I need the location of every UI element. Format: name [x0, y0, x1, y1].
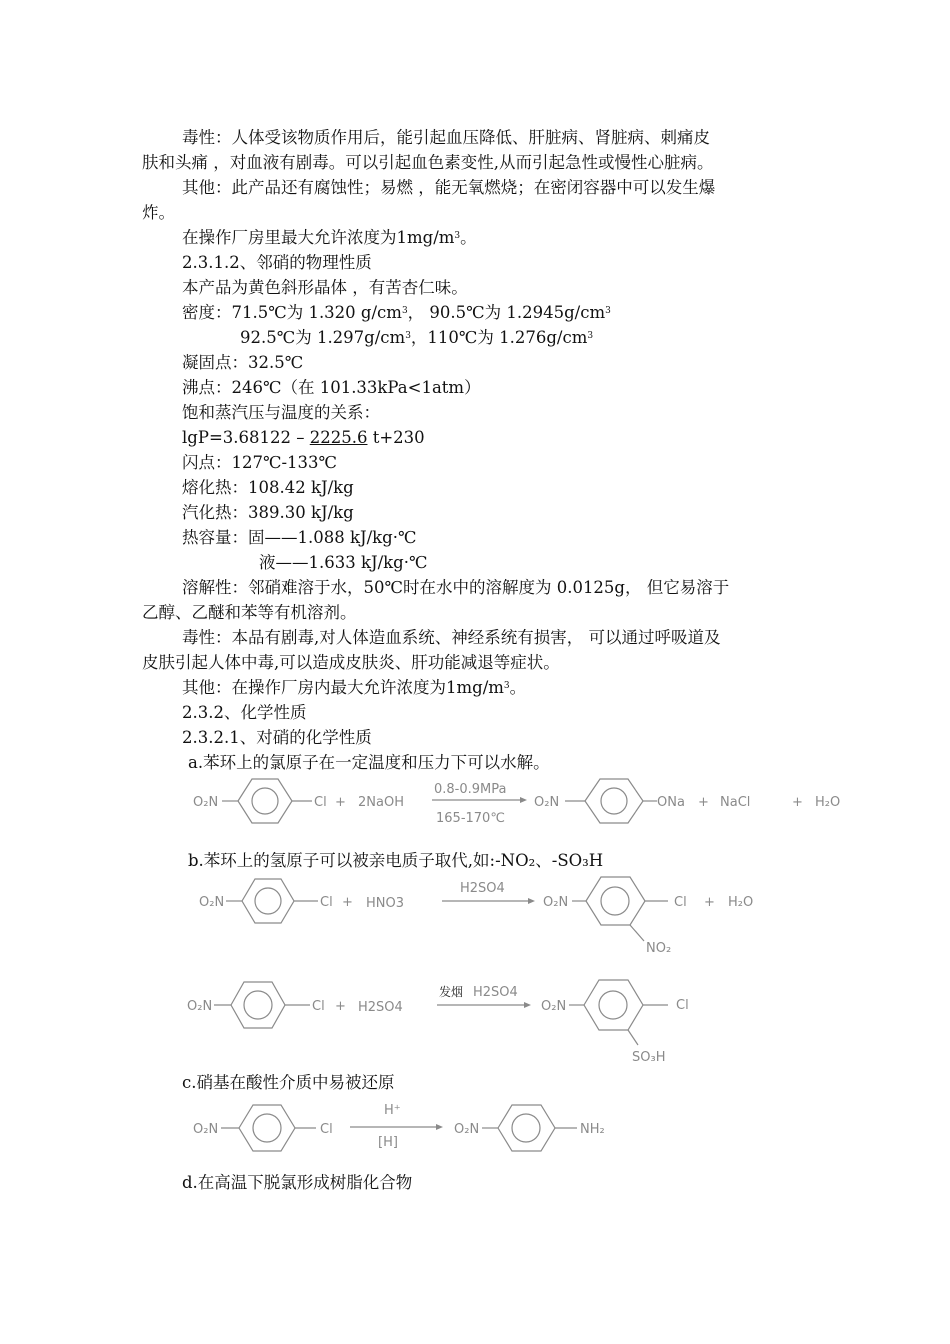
vapor-pressure-equation: lgP=3.68122 – 2225.6 t+230 — [182, 428, 425, 447]
chloro-label: Cl — [320, 1122, 333, 1137]
boiling-point: 沸点：246℃（在 101.33kPa<1atm） — [182, 378, 481, 397]
benzene-ring-icon — [498, 1105, 555, 1151]
solubility-line-1: 溶解性：邻硝难溶于水，50℃时在水中的溶解度为 0.0125g， 但它易溶于 — [182, 578, 730, 597]
benzene-ring-icon — [584, 980, 643, 1030]
chloro-label: Cl — [320, 895, 333, 910]
reaction-reduction — [0, 1098, 950, 1158]
chloro-label: Cl — [312, 999, 325, 1014]
heat-capacity-liquid: 液——1.633 kJ/kg·℃ — [259, 553, 428, 572]
reagent-label: H2SO4 — [358, 1000, 403, 1015]
heat-capacity-solid: 热容量：固——1.088 kJ/kg·℃ — [182, 528, 417, 547]
benzene-ring-icon — [239, 1105, 295, 1151]
fuming-label: 发烟 — [439, 985, 464, 999]
condition-temperature: 165-170℃ — [436, 811, 505, 826]
vapor-pressure-title: 饱和蒸汽压与温度的关系： — [182, 403, 380, 422]
other-line-2: 炸。 — [142, 203, 175, 222]
nitro-group-label: O₂N — [193, 1122, 219, 1137]
flash-point: 闪点：127℃-133℃ — [182, 453, 337, 472]
condition-pressure: 0.8-0.9MPa — [434, 782, 507, 797]
water-label: H₂O — [728, 895, 754, 910]
reaction-hydrolysis — [0, 775, 950, 835]
heat-of-fusion: 熔化热：108.42 kJ/kg — [182, 478, 354, 497]
nitro-group-label: O₂N — [534, 795, 560, 810]
water-label: H₂O — [815, 795, 841, 810]
reducing-condition-label: [H] — [378, 1135, 398, 1150]
section-heading-2312: 2.3.1.2、邻硝的物理性质 — [182, 253, 372, 272]
nacl-label: NaCl — [720, 795, 751, 810]
plus-sign: + — [792, 795, 803, 810]
chloro-label: Cl — [674, 895, 687, 910]
nitro-substituent-label: NO₂ — [646, 941, 672, 956]
chloro-label: Cl — [676, 998, 689, 1013]
amino-group-label: NH₂ — [580, 1122, 605, 1137]
benzene-ring-icon — [586, 877, 645, 925]
reagent-label: HNO3 — [366, 896, 405, 911]
reaction-arrow-icon — [437, 1002, 531, 1008]
toxicity2-line-2: 皮肤引起人体中毒,可以造成皮肤炎、肝功能减退等症状。 — [142, 653, 560, 672]
reagent-label: 2NaOH — [358, 795, 404, 810]
catalyst-label: H2SO4 — [473, 985, 518, 1000]
benzene-ring-icon — [585, 779, 643, 823]
plus-sign: + — [335, 795, 346, 810]
benzene-ring-icon — [238, 779, 292, 823]
freezing-point: 凝固点：32.5℃ — [182, 353, 304, 372]
reaction-arrow-icon — [432, 797, 527, 803]
section-heading-232: 2.3.2、化学性质 — [182, 703, 307, 722]
reaction-arrow-icon — [442, 898, 535, 904]
item-b: b.苯环上的氢原子可以被亲电质子取代,如:-NO₂、-SO₃H — [188, 851, 604, 870]
nitro-group-label: O₂N — [543, 895, 569, 910]
reaction-arrow-icon — [350, 1124, 443, 1130]
section-heading-2321: 2.3.2.1、对硝的化学性质 — [182, 728, 372, 747]
acid-condition-label: H⁺ — [384, 1103, 401, 1118]
reaction-sulfonation — [0, 975, 950, 1070]
nitro-group-label: O₂N — [454, 1122, 480, 1137]
item-c: c.硝基在酸性介质中易被还原 — [182, 1073, 395, 1092]
benzene-ring-icon — [242, 879, 294, 923]
plus-sign: + — [704, 895, 715, 910]
nitro-group-label: O₂N — [541, 999, 567, 1014]
max-concentration-1: 在操作厂房里最大允许浓度为$1mg/m^3$。 — [182, 228, 477, 247]
catalyst-label: H2SO4 — [460, 881, 505, 896]
density-line-1: 密度：71.5℃为 1.320 $g/cm^3$， 90.5℃为 $1.2945g/cm^3$ — [182, 303, 611, 322]
benzene-ring-icon — [231, 982, 285, 1028]
toxicity-line-1: 毒性：人体受该物质作用后，能引起血压降低、肝脏病、肾脏病、刺痛皮 — [182, 128, 710, 147]
sodium-oxide-label: ONa — [657, 795, 685, 810]
solubility-line-2: 乙醇、乙醚和苯等有机溶剂。 — [142, 603, 357, 622]
density-line-2: 92.5℃为 $1.297g/cm^3$，110℃为 $1.276g/cm^3$ — [240, 328, 594, 347]
heat-of-vaporization: 汽化热：389.30 kJ/kg — [182, 503, 354, 522]
chloro-label: Cl — [314, 795, 327, 810]
toxicity2-line-1: 毒性：本品有剧毒,对人体造血系统、神经系统有损害， 可以通过呼吸道及 — [182, 628, 721, 647]
other-line-1: 其他：此产品还有腐蚀性；易燃 ，能无氧燃烧；在密闭容器中可以发生爆 — [182, 178, 716, 197]
reaction-nitration — [0, 873, 950, 963]
toxicity-line-2: 肤和头痛 ，对血液有剧毒。可以引起血色素变性,从而引起急性或慢性心脏病。 — [142, 153, 714, 172]
plus-sign: + — [335, 999, 346, 1014]
item-a: a.苯环上的氯原子在一定温度和压力下可以水解。 — [188, 753, 550, 772]
plus-sign: + — [342, 895, 353, 910]
sulfonic-acid-label: SO₃H — [632, 1050, 666, 1065]
nitro-group-label: O₂N — [199, 895, 225, 910]
nitro-group-label: O₂N — [187, 999, 213, 1014]
nitro-group-label: O₂N — [193, 795, 219, 810]
item-d: d.在高温下脱氯形成树脂化合物 — [182, 1173, 413, 1192]
plus-sign: + — [698, 795, 709, 810]
appearance-line: 本产品为黄色斜形晶体 ，有苦杏仁味。 — [182, 278, 468, 297]
max-concentration-2: 其他：在操作厂房内最大允许浓度为$1mg/m^3$。 — [182, 678, 527, 697]
